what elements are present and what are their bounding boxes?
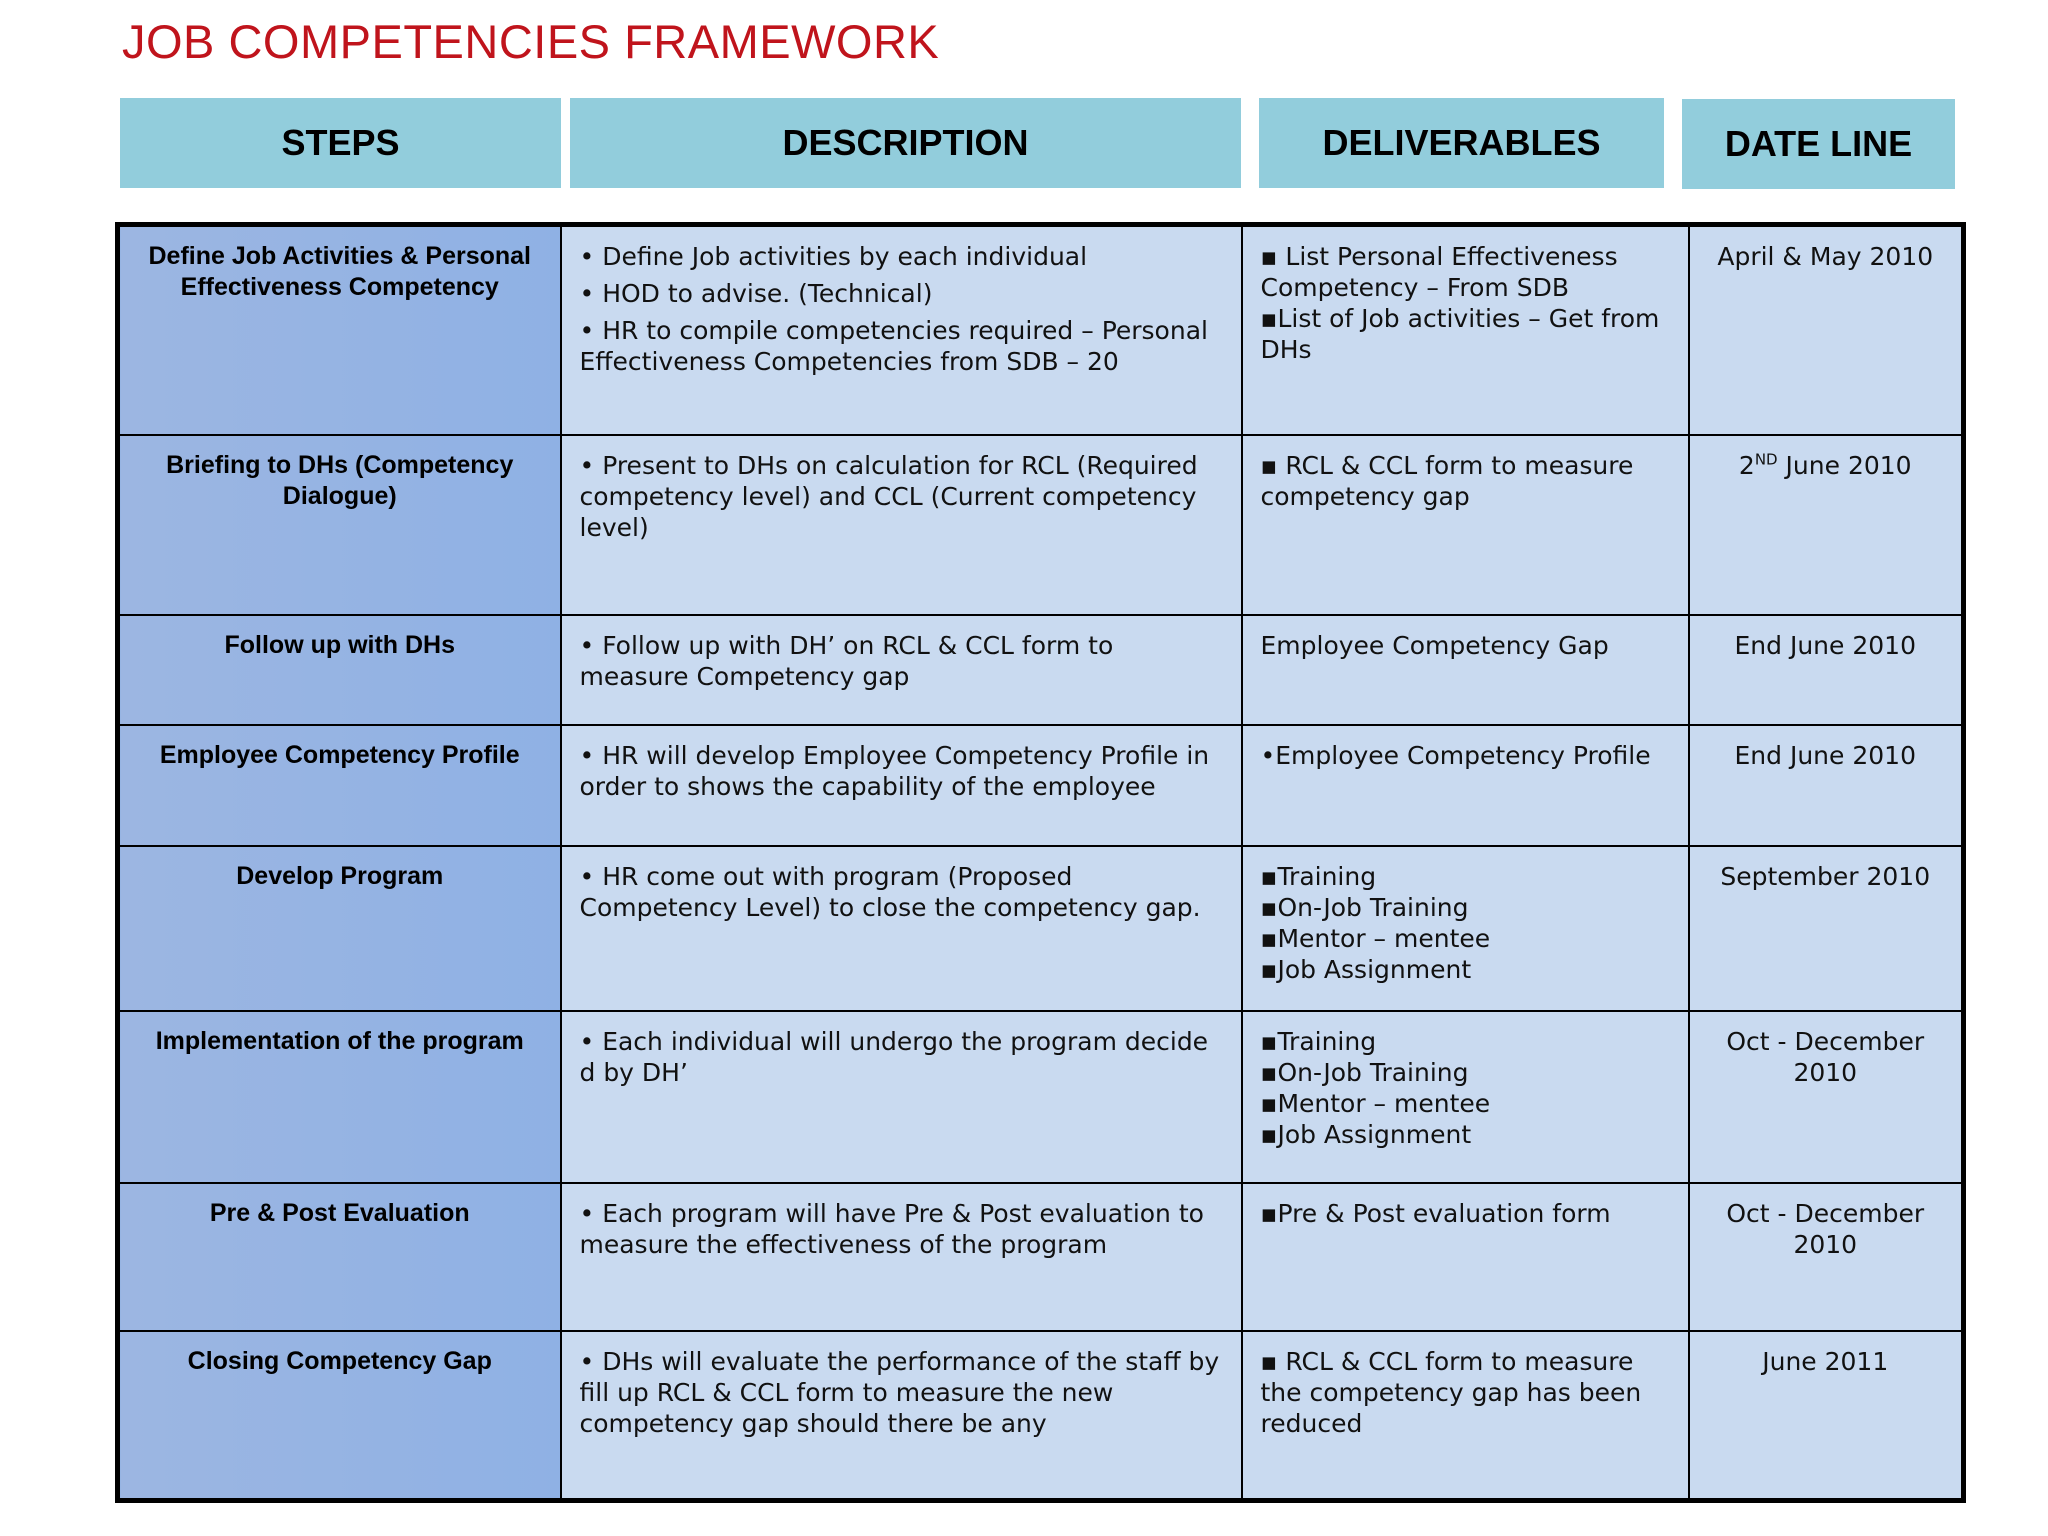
deliverable-item: ▪ List Personal Effectiveness Competency – From SDB (1260, 242, 1618, 302)
deliverable-item: ▪Job Assignment (1260, 954, 1472, 984)
deliverables-cell (1242, 1331, 1689, 1501)
deliverable-item: ▪Job Assignment (1260, 1119, 1472, 1149)
deliverable-item: ▪On-Job Training (1260, 1057, 1469, 1087)
table-row (118, 1183, 1964, 1331)
header-deliverables: DELIVERABLES (1259, 98, 1664, 188)
description-cell (561, 846, 1242, 1011)
deliverable-item: ▪Pre & Post evaluation form (1260, 1198, 1611, 1228)
description-line: • HOD to advise. (Technical) (579, 279, 933, 308)
date-day: 2 (1738, 450, 1755, 480)
description-cell (561, 615, 1242, 725)
header-steps: STEPS (120, 98, 561, 188)
table-row (118, 435, 1964, 615)
deliverables-cell (1242, 225, 1689, 435)
description-line: • DHs will evaluate the performance of the staff by fill up RCL & CCL form to measure the new competency gap should there be any (579, 1346, 1220, 1438)
description-line: • Follow up with DH’ on RCL & CCL form to measure Competency gap (579, 630, 1114, 691)
step-cell: Closing Competency Gap (118, 1331, 561, 1501)
step-cell: Define Job Activities & Personal Effectiveness Competency (118, 225, 561, 435)
description-cell (561, 1183, 1242, 1331)
deliverable-item: Employee Competency Gap (1260, 630, 1609, 660)
description-cell (561, 1011, 1242, 1183)
deliverable-item: •Employee Competency Profile (1260, 740, 1651, 770)
date-cell: End June 2010 (1689, 725, 1964, 846)
deliverables-cell (1242, 725, 1689, 846)
deliverable-item: ▪Training (1260, 861, 1377, 891)
table-row (118, 725, 1964, 846)
date-cell: September 2010 (1689, 846, 1964, 1011)
description-line: • Each individual will undergo the program decide d by DH’ (579, 1026, 1209, 1087)
description-line: • HR will develop Employee Competency Profile in order to shows the capability of the employee (579, 740, 1210, 801)
step-cell: Briefing to DHs (Competency Dialogue) (118, 435, 561, 615)
deliverables-cell (1242, 615, 1689, 725)
description-line: • Each program will have Pre & Post evaluation to measure the effectiveness of the program (579, 1198, 1204, 1259)
description-line: • Present to DHs on calculation for RCL (Required competency level) and CCL (Current competency level) (579, 450, 1198, 542)
step-cell: Employee Competency Profile (118, 725, 561, 846)
deliverable-item: ▪ RCL & CCL form to measure competency gap (1260, 450, 1634, 511)
deliverable-item: ▪ RCL & CCL form to measure the competency gap has been reduced (1260, 1346, 1642, 1438)
description-cell (561, 435, 1242, 615)
description-line: • HR to compile competencies required – Personal Effectiveness Competencies from SDB – 20 (579, 316, 1208, 376)
date-cell: April & May 2010 (1689, 225, 1964, 435)
date-ordinal: ND (1754, 450, 1778, 469)
deliverables-cell (1242, 435, 1689, 615)
table-row (118, 1331, 1964, 1501)
deliverables-cell (1242, 1011, 1689, 1183)
table-row (118, 1011, 1964, 1183)
description-cell (561, 225, 1242, 435)
header-date-line: DATE LINE (1682, 99, 1955, 189)
deliverable-item: ▪List of Job activities – Get from DHs (1260, 304, 1660, 364)
table-row (118, 615, 1964, 725)
description-line: • HR come out with program (Proposed Competency Level) to close the competency gap. (579, 861, 1201, 922)
description-cell (561, 1331, 1242, 1501)
step-cell: Implementation of the program (118, 1011, 561, 1183)
deliverables-cell (1242, 1183, 1689, 1331)
date-cell (1689, 435, 1964, 615)
deliverables-cell (1242, 846, 1689, 1011)
date-month-year: June 2010 (1777, 450, 1912, 480)
deliverable-item: ▪On-Job Training (1260, 892, 1469, 922)
table-row (118, 225, 1964, 435)
date-cell: June 2011 (1689, 1331, 1964, 1501)
step-cell: Pre & Post Evaluation (118, 1183, 561, 1331)
page-title: JOB COMPETENCIES FRAMEWORK (122, 15, 940, 68)
table-row (118, 846, 1964, 1011)
date-cell: End June 2010 (1689, 615, 1964, 725)
step-cell: Follow up with DHs (118, 615, 561, 725)
date-cell: Oct - December 2010 (1689, 1183, 1964, 1331)
description-line: • Define Job activities by each individual (579, 242, 1088, 271)
competency-table (115, 222, 1966, 1503)
deliverable-item: ▪Mentor – mentee (1260, 1088, 1491, 1118)
header-description: DESCRIPTION (570, 98, 1241, 188)
deliverable-item: ▪Mentor – mentee (1260, 923, 1491, 953)
date-cell: Oct - December 2010 (1689, 1011, 1964, 1183)
deliverable-item: ▪Training (1260, 1026, 1377, 1056)
step-cell: Develop Program (118, 846, 561, 1011)
description-cell (561, 725, 1242, 846)
